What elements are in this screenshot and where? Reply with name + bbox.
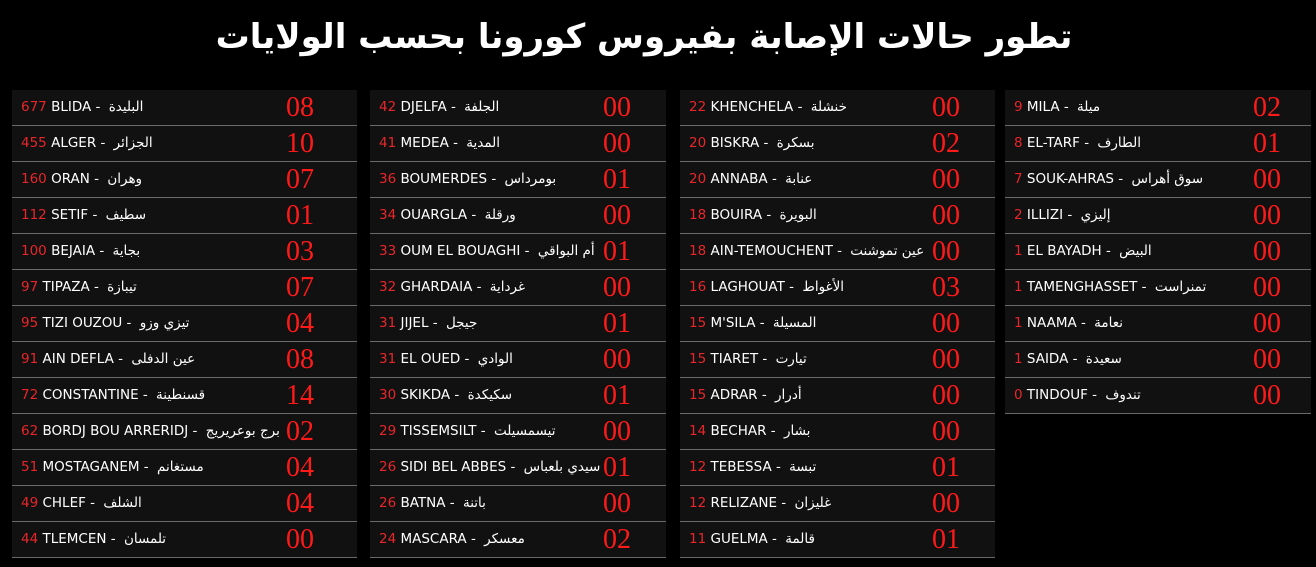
new-cases: 02 (603, 524, 631, 555)
wilaya-name-arabic: بشار (783, 423, 811, 439)
wilaya-row (12, 126, 357, 162)
wilaya-label (689, 242, 924, 260)
total-cases: 41 (379, 135, 397, 151)
wilaya-label (379, 278, 525, 296)
wilaya-name: TAMENGHASSET - (1026, 279, 1151, 295)
wilaya-row (680, 198, 995, 234)
wilaya-name: BLIDA - (51, 99, 105, 115)
new-cases: 02 (286, 416, 314, 447)
wilaya-column-4 (1005, 90, 1311, 414)
wilaya-label (1014, 170, 1203, 188)
total-cases: 160 (21, 171, 47, 187)
wilaya-row (1005, 198, 1311, 234)
total-cases: 15 (689, 387, 707, 403)
total-cases: 1 (1014, 315, 1023, 331)
total-cases: 2 (1014, 207, 1023, 223)
wilaya-name: SKIKDA - (400, 387, 464, 403)
new-cases: 00 (932, 344, 960, 375)
wilaya-name: M'SILA - (710, 315, 769, 331)
wilaya-label (689, 170, 812, 188)
wilaya-label (1014, 350, 1122, 368)
wilaya-name-arabic: أم البواقي (537, 243, 595, 259)
wilaya-label (1014, 206, 1111, 224)
wilaya-label (379, 206, 516, 224)
wilaya-name-arabic: ورقلة (484, 207, 516, 223)
new-cases: 00 (286, 524, 314, 555)
total-cases: 18 (689, 243, 707, 259)
wilaya-row (12, 306, 357, 342)
wilaya-row (680, 306, 995, 342)
total-cases: 12 (689, 459, 707, 475)
wilaya-row (1005, 270, 1311, 306)
new-cases: 00 (603, 344, 631, 375)
total-cases: 32 (379, 279, 397, 295)
wilaya-name: ADRAR - (710, 387, 772, 403)
total-cases: 7 (1014, 171, 1023, 187)
new-cases: 10 (286, 128, 314, 159)
total-cases: 42 (379, 99, 397, 115)
new-cases: 02 (932, 128, 960, 159)
new-cases: 01 (932, 524, 960, 555)
wilaya-name: MEDEA - (400, 135, 463, 151)
new-cases: 00 (1253, 164, 1281, 195)
wilaya-name-arabic: أدرار (775, 387, 802, 403)
wilaya-label (1014, 314, 1123, 332)
wilaya-label (689, 494, 831, 512)
total-cases: 30 (379, 387, 397, 403)
wilaya-name-arabic: جيجل (445, 315, 478, 331)
wilaya-name: BOUMERDES - (400, 171, 501, 187)
wilaya-label (689, 350, 807, 368)
new-cases: 04 (286, 488, 314, 519)
wilaya-name: AIN DEFLA - (42, 351, 128, 367)
wilaya-name: MOSTAGANEM - (42, 459, 153, 475)
wilaya-label (689, 530, 815, 548)
wilaya-name: TINDOUF - (1026, 387, 1102, 403)
wilaya-name-arabic: باتنة (462, 495, 486, 511)
wilaya-row (370, 234, 666, 270)
wilaya-name-arabic: تيبازة (107, 279, 137, 295)
wilaya-name: JIJEL - (400, 315, 442, 331)
total-cases: 95 (21, 315, 39, 331)
wilaya-row (680, 90, 995, 126)
wilaya-name-arabic: تيارت (775, 351, 807, 367)
wilaya-column-1 (12, 90, 357, 558)
wilaya-label (689, 314, 816, 332)
new-cases: 01 (603, 380, 631, 411)
wilaya-row (1005, 234, 1311, 270)
new-cases: 00 (603, 488, 631, 519)
wilaya-label (379, 170, 556, 188)
wilaya-label (379, 350, 513, 368)
wilaya-label (21, 134, 153, 152)
wilaya-label (379, 98, 499, 116)
wilaya-label (21, 458, 204, 476)
wilaya-name: EL-TARF - (1026, 135, 1094, 151)
wilaya-row (12, 486, 357, 522)
new-cases: 02 (1253, 92, 1281, 123)
total-cases: 22 (689, 99, 707, 115)
new-cases: 00 (932, 488, 960, 519)
wilaya-row (12, 450, 357, 486)
new-cases: 00 (1253, 380, 1281, 411)
total-cases: 1 (1014, 351, 1023, 367)
wilaya-label (21, 170, 142, 188)
wilaya-row (12, 378, 357, 414)
wilaya-row (680, 414, 995, 450)
wilaya-row (12, 414, 357, 450)
wilaya-name-arabic: عين الدفلى (131, 351, 196, 367)
wilaya-name-arabic: سطيف (105, 207, 147, 223)
wilaya-name: AIN-TEMOUCHENT - (710, 243, 847, 259)
wilaya-label (1014, 134, 1141, 152)
wilaya-row (370, 306, 666, 342)
wilaya-name-arabic: البليدة (108, 99, 144, 115)
wilaya-row (12, 90, 357, 126)
wilaya-label (379, 530, 525, 548)
wilaya-name: SETIF - (51, 207, 102, 223)
total-cases: 72 (21, 387, 39, 403)
total-cases: 12 (689, 495, 707, 511)
wilaya-row (1005, 378, 1311, 414)
wilaya-name-arabic: الوادي (477, 351, 513, 367)
wilaya-row (370, 90, 666, 126)
wilaya-name: BATNA - (400, 495, 459, 511)
wilaya-name-arabic: إليزي (1080, 207, 1111, 223)
wilaya-name-arabic: نعامة (1094, 315, 1124, 331)
total-cases: 33 (379, 243, 397, 259)
wilaya-name: BISKRA - (710, 135, 773, 151)
wilaya-name-arabic: الجلفة (464, 99, 500, 115)
total-cases: 26 (379, 459, 397, 475)
new-cases: 00 (932, 200, 960, 231)
new-cases: 03 (932, 272, 960, 303)
wilaya-name: BEJAIA - (51, 243, 109, 259)
wilaya-name-arabic: تيسمسيلت (493, 423, 556, 439)
total-cases: 51 (21, 459, 39, 475)
total-cases: 44 (21, 531, 39, 547)
wilaya-label (21, 350, 195, 368)
wilaya-name-arabic: تبسة (789, 459, 817, 475)
wilaya-name: TIZI OUZOU - (42, 315, 136, 331)
total-cases: 15 (689, 351, 707, 367)
total-cases: 26 (379, 495, 397, 511)
wilaya-name-arabic: تندوف (1105, 387, 1141, 403)
wilaya-row (1005, 342, 1311, 378)
wilaya-name-arabic: بومرداس (504, 171, 557, 187)
wilaya-row (12, 198, 357, 234)
wilaya-name-arabic: ميلة (1077, 99, 1101, 115)
wilaya-name-arabic: خنشلة (810, 99, 847, 115)
wilaya-row (370, 450, 666, 486)
wilaya-name: TISSEMSILT - (400, 423, 490, 439)
wilaya-row (12, 522, 357, 558)
wilaya-row (370, 486, 666, 522)
wilaya-name: TIPAZA - (42, 279, 104, 295)
wilaya-name-arabic: بجاية (112, 243, 141, 259)
total-cases: 14 (689, 423, 707, 439)
wilaya-name-arabic: غليزان (794, 495, 832, 511)
total-cases: 1 (1014, 243, 1023, 259)
wilaya-name-arabic: سيدي بلعباس (523, 459, 601, 475)
wilaya-name-arabic: برج بوعريريج (205, 423, 280, 439)
wilaya-name: ORAN - (51, 171, 104, 187)
new-cases: 01 (603, 164, 631, 195)
wilaya-name-arabic: غرداية (489, 279, 526, 295)
wilaya-name-arabic: مستغانم (156, 459, 204, 475)
wilaya-name: NAAMA - (1026, 315, 1091, 331)
wilaya-row (680, 522, 995, 558)
wilaya-name-arabic: الجزائر (113, 135, 153, 151)
new-cases: 00 (1253, 344, 1281, 375)
new-cases: 00 (603, 272, 631, 303)
wilaya-label (689, 98, 847, 116)
wilaya-row (1005, 126, 1311, 162)
wilaya-row (1005, 162, 1311, 198)
total-cases: 49 (21, 495, 39, 511)
wilaya-name-arabic: عنابة (785, 171, 813, 187)
total-cases: 36 (379, 171, 397, 187)
wilaya-label (21, 314, 189, 332)
wilaya-name: BECHAR - (710, 423, 780, 439)
wilaya-row (370, 522, 666, 558)
total-cases: 8 (1014, 135, 1023, 151)
wilaya-name: SAIDA - (1026, 351, 1082, 367)
wilaya-row (370, 270, 666, 306)
wilaya-name: MASCARA - (400, 531, 481, 547)
wilaya-name-arabic: تيزي وزو (139, 315, 190, 331)
new-cases: 00 (932, 380, 960, 411)
wilaya-name: EL OUED - (400, 351, 474, 367)
total-cases: 455 (21, 135, 47, 151)
new-cases: 14 (286, 380, 314, 411)
new-cases: 01 (286, 200, 314, 231)
new-cases: 04 (286, 308, 314, 339)
wilaya-name: KHENCHELA - (710, 99, 807, 115)
new-cases: 03 (286, 236, 314, 267)
wilaya-name-arabic: المسيلة (772, 315, 817, 331)
total-cases: 677 (21, 99, 47, 115)
wilaya-name: LAGHOUAT - (710, 279, 799, 295)
total-cases: 29 (379, 423, 397, 439)
new-cases: 08 (286, 344, 314, 375)
total-cases: 20 (689, 135, 707, 151)
wilaya-label (1014, 278, 1206, 296)
total-cases: 20 (689, 171, 707, 187)
wilaya-label (1014, 98, 1100, 116)
wilaya-column-2 (370, 90, 666, 558)
wilaya-name-arabic: الشلف (103, 495, 142, 511)
wilaya-row (680, 450, 995, 486)
wilaya-name-arabic: المدية (466, 135, 501, 151)
wilaya-name: TIARET - (710, 351, 772, 367)
wilaya-name-arabic: سوق أهراس (1131, 171, 1204, 187)
wilaya-name: MILA - (1026, 99, 1074, 115)
new-cases: 00 (932, 416, 960, 447)
wilaya-label (21, 206, 146, 224)
total-cases: 34 (379, 207, 397, 223)
new-cases: 00 (1253, 308, 1281, 339)
total-cases: 9 (1014, 99, 1023, 115)
total-cases: 11 (689, 531, 707, 547)
wilaya-name-arabic: وهران (107, 171, 143, 187)
wilaya-name: RELIZANE - (710, 495, 791, 511)
wilaya-label (21, 242, 140, 260)
wilaya-row (680, 378, 995, 414)
wilaya-name: EL BAYADH - (1026, 243, 1116, 259)
wilaya-name: ILLIZI - (1026, 207, 1077, 223)
wilaya-name: SOUK-AHRAS - (1026, 171, 1128, 187)
wilaya-label (1014, 386, 1141, 404)
wilaya-label (21, 98, 143, 116)
wilaya-name-arabic: عين تموشنت (850, 243, 925, 259)
wilaya-label (21, 278, 137, 296)
wilaya-row (12, 162, 357, 198)
wilaya-name-arabic: قالمة (785, 531, 815, 547)
wilaya-name: CONSTANTINE - (42, 387, 153, 403)
total-cases: 112 (21, 207, 47, 223)
total-cases: 15 (689, 315, 707, 331)
wilaya-label (379, 386, 512, 404)
new-cases: 00 (603, 200, 631, 231)
new-cases: 07 (286, 164, 314, 195)
wilaya-row (370, 162, 666, 198)
wilaya-row (680, 486, 995, 522)
wilaya-label (689, 422, 810, 440)
wilaya-row (370, 378, 666, 414)
new-cases: 04 (286, 452, 314, 483)
wilaya-name-arabic: سعيدة (1085, 351, 1122, 367)
new-cases: 00 (603, 92, 631, 123)
wilaya-row (370, 198, 666, 234)
wilaya-label (379, 458, 600, 476)
wilaya-name: DJELFA - (400, 99, 461, 115)
total-cases: 18 (689, 207, 707, 223)
wilaya-row (12, 234, 357, 270)
wilaya-name-arabic: تلمسان (123, 531, 167, 547)
new-cases: 01 (603, 452, 631, 483)
new-cases: 00 (603, 128, 631, 159)
wilaya-label (689, 206, 817, 224)
wilaya-label (379, 494, 486, 512)
total-cases: 97 (21, 279, 39, 295)
wilaya-name: OUM EL BOUAGHI - (400, 243, 534, 259)
wilaya-label (21, 386, 205, 404)
wilaya-name-arabic: معسكر (484, 531, 525, 547)
total-cases: 1 (1014, 279, 1023, 295)
wilaya-label (379, 422, 555, 440)
wilaya-label (689, 386, 802, 404)
total-cases: 24 (379, 531, 397, 547)
wilaya-row (370, 126, 666, 162)
wilaya-name: CHLEF - (42, 495, 100, 511)
page-title: تطور حالات الإصابة بفيروس كورونا بحسب الولايات (215, 17, 1073, 57)
new-cases: 00 (932, 236, 960, 267)
wilaya-name: TEBESSA - (710, 459, 786, 475)
wilaya-row (370, 414, 666, 450)
wilaya-row (680, 162, 995, 198)
wilaya-label (21, 530, 166, 548)
wilaya-name-arabic: البويرة (779, 207, 817, 223)
wilaya-label (1014, 242, 1152, 260)
wilaya-row (680, 270, 995, 306)
new-cases: 01 (932, 452, 960, 483)
wilaya-name-arabic: الأغواط (802, 279, 845, 295)
wilaya-name: ALGER - (51, 135, 110, 151)
wilaya-row (12, 342, 357, 378)
new-cases: 00 (1253, 272, 1281, 303)
total-cases: 91 (21, 351, 39, 367)
wilaya-name-arabic: بسكرة (776, 135, 815, 151)
wilaya-name: GHARDAIA - (400, 279, 486, 295)
wilaya-label (21, 422, 280, 440)
wilaya-name-arabic: قسنطينة (156, 387, 206, 403)
wilaya-name: GUELMA - (710, 531, 782, 547)
total-cases: 62 (21, 423, 39, 439)
wilaya-label (21, 494, 142, 512)
wilaya-row (1005, 306, 1311, 342)
new-cases: 00 (603, 416, 631, 447)
wilaya-name-arabic: تمنراست (1154, 279, 1207, 295)
wilaya-name: OUARGLA - (400, 207, 481, 223)
new-cases: 00 (1253, 200, 1281, 231)
wilaya-label (689, 278, 844, 296)
new-cases: 01 (603, 308, 631, 339)
total-cases: 0 (1014, 387, 1023, 403)
wilaya-label (689, 458, 816, 476)
wilaya-name-arabic: الطارف (1097, 135, 1141, 151)
wilaya-label (689, 134, 814, 152)
new-cases: 01 (603, 236, 631, 267)
new-cases: 01 (1253, 128, 1281, 159)
wilaya-name-arabic: سكيكدة (467, 387, 513, 403)
wilaya-row (680, 342, 995, 378)
total-cases: 31 (379, 315, 397, 331)
wilaya-name: SIDI BEL ABBES - (400, 459, 520, 475)
wilaya-row (1005, 90, 1311, 126)
wilaya-name-arabic: البيض (1119, 243, 1152, 259)
wilaya-label (379, 314, 477, 332)
wilaya-row (680, 234, 995, 270)
wilaya-label (379, 134, 500, 152)
total-cases: 31 (379, 351, 397, 367)
total-cases: 100 (21, 243, 47, 259)
wilaya-row (12, 270, 357, 306)
new-cases: 00 (932, 308, 960, 339)
wilaya-name: ANNABA - (710, 171, 782, 187)
wilaya-name: BOUIRA - (710, 207, 776, 223)
new-cases: 07 (286, 272, 314, 303)
wilaya-name: TLEMCEN - (42, 531, 120, 547)
wilaya-column-3 (680, 90, 995, 558)
wilaya-row (370, 342, 666, 378)
total-cases: 16 (689, 279, 707, 295)
wilaya-row (680, 126, 995, 162)
new-cases: 08 (286, 92, 314, 123)
wilaya-label (379, 242, 595, 260)
new-cases: 00 (932, 164, 960, 195)
new-cases: 00 (932, 92, 960, 123)
new-cases: 00 (1253, 236, 1281, 267)
wilaya-name: BORDJ BOU ARRERIDJ - (42, 423, 202, 439)
